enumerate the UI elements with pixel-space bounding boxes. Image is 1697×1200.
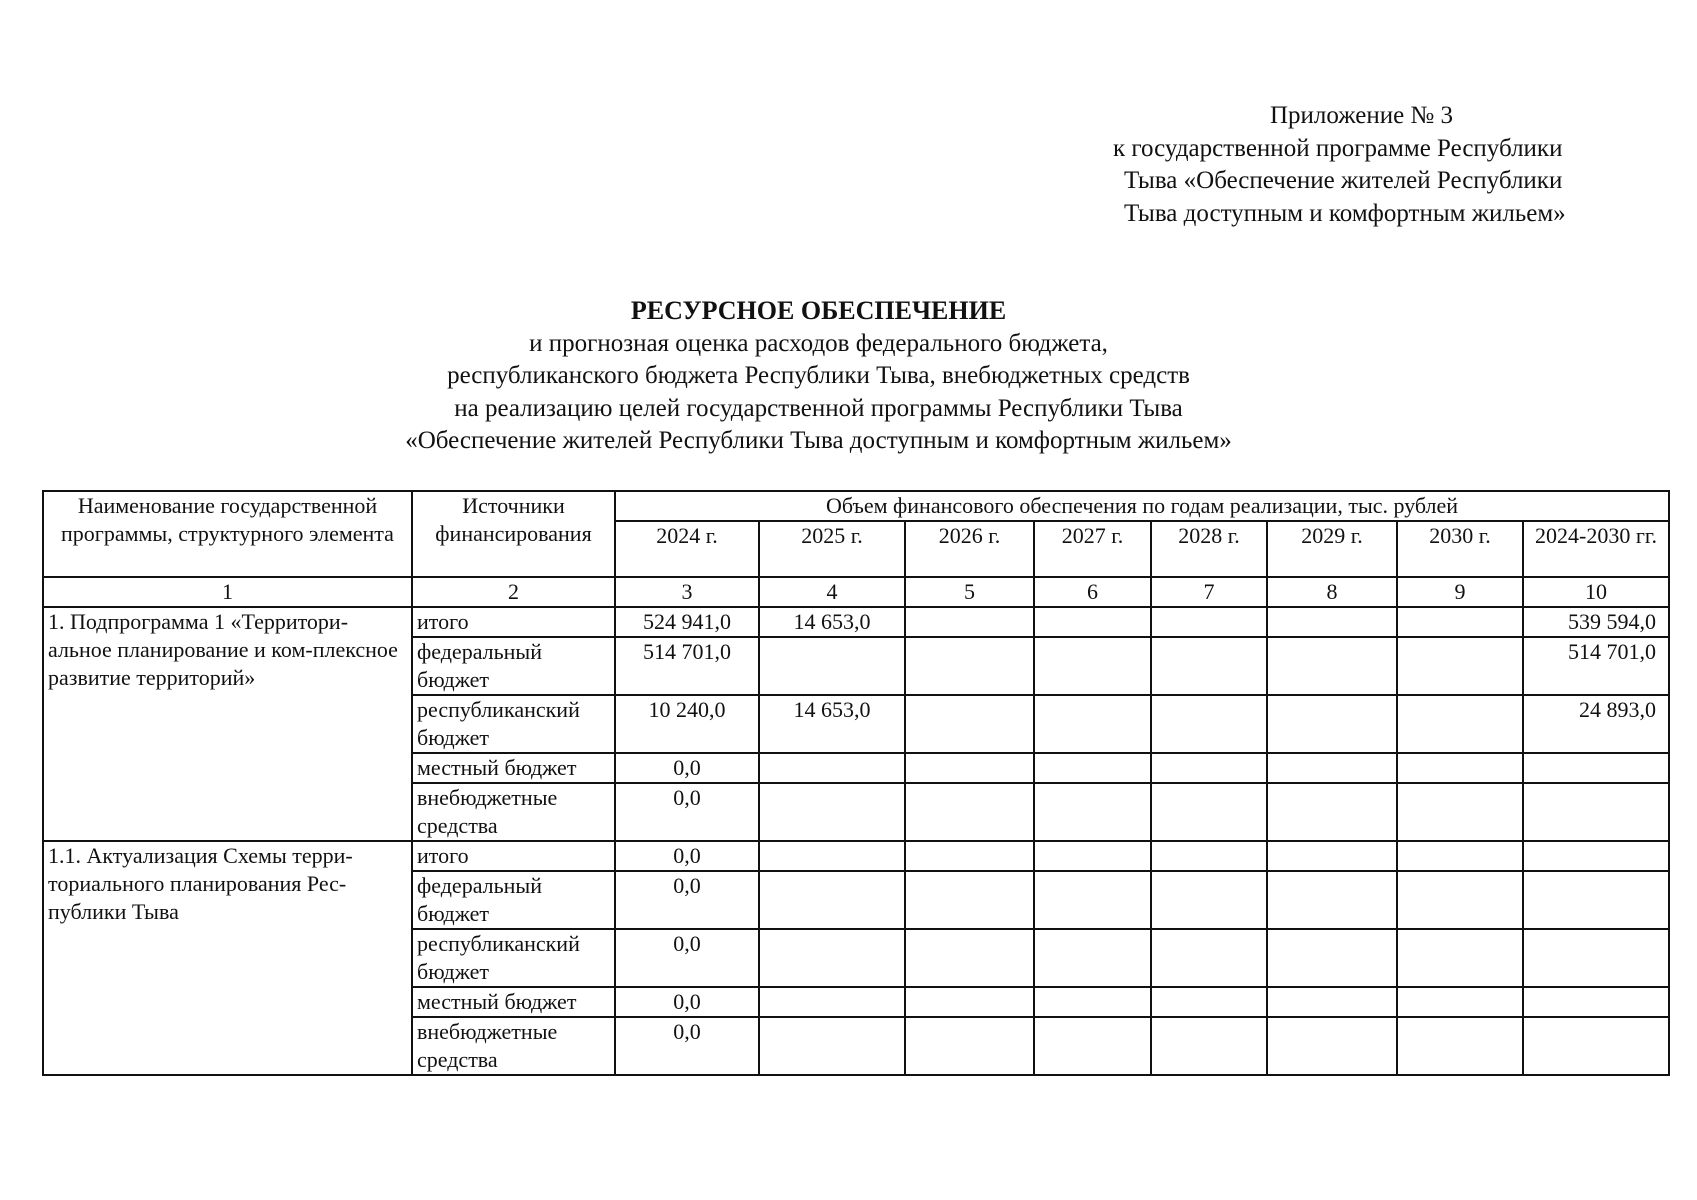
amount-cell: [1523, 783, 1669, 841]
header-year: 2029 г.: [1267, 521, 1397, 577]
amount-cell: [759, 871, 905, 929]
title-line: на реализацию целей государственной программы Республики Тыва: [454, 394, 1183, 422]
amount-cell: 0,0: [615, 841, 759, 871]
amount-cell: [1397, 1017, 1523, 1075]
amount-cell: [759, 783, 905, 841]
program-element-name: 1. Подпрограмма 1 «Территори-альное планирование и ком-плексное развитие территорий»: [43, 607, 412, 841]
column-number: 3: [615, 577, 759, 607]
amount-cell: [1267, 841, 1397, 871]
table-row: [43, 841, 1669, 871]
column-number: 10: [1523, 577, 1669, 607]
amount-cell: 514 701,0: [1523, 637, 1669, 695]
header-year: 2024-2030 гг.: [1523, 521, 1669, 577]
amount-cell: [1151, 607, 1267, 637]
amount-cell: [759, 841, 905, 871]
title-line: республиканского бюджета Республики Тыва, внебюджетных средств: [447, 362, 1190, 389]
funding-source: республиканский бюджет: [412, 695, 615, 753]
header-year: 2027 г.: [1034, 521, 1151, 577]
funding-source: итого: [412, 607, 615, 637]
amount-cell: [1523, 871, 1669, 929]
amount-cell: [1151, 1017, 1267, 1075]
amount-cell: [1397, 871, 1523, 929]
amount-cell: [1034, 753, 1151, 783]
amount-cell: [905, 987, 1034, 1017]
amount-cell: [1267, 607, 1397, 637]
amount-cell: [1034, 695, 1151, 753]
appendix-line: Тыва «Обеспечение жителей Республики: [1124, 167, 1563, 194]
amount-cell: [1523, 753, 1669, 783]
amount-cell: [1267, 695, 1397, 753]
amount-cell: [905, 607, 1034, 637]
amount-cell: 0,0: [615, 987, 759, 1017]
amount-cell: [1397, 783, 1523, 841]
table-row: [43, 607, 1669, 637]
amount-cell: [1034, 871, 1151, 929]
amount-cell: [1397, 841, 1523, 871]
amount-cell: [1267, 783, 1397, 841]
header-year: 2028 г.: [1151, 521, 1267, 577]
amount-cell: [1151, 929, 1267, 987]
amount-cell: [1397, 987, 1523, 1017]
funding-source: местный бюджет: [412, 987, 615, 1017]
header-year: 2025 г.: [759, 521, 905, 577]
title-main: РЕСУРСНОЕ ОБЕСПЕЧЕНИЕ: [630, 296, 1007, 325]
amount-cell: 539 594,0: [1523, 607, 1669, 637]
amount-cell: [1267, 637, 1397, 695]
amount-cell: [1151, 695, 1267, 753]
amount-cell: [1151, 637, 1267, 695]
amount-cell: [1523, 841, 1669, 871]
header-volume-col: Объем финансового обеспечения по годам реализации, тыс. рублей: [615, 491, 1669, 521]
amount-cell: [905, 695, 1034, 753]
column-number: 6: [1034, 577, 1151, 607]
funding-source: внебюджетные средства: [412, 1017, 615, 1075]
amount-cell: [1267, 871, 1397, 929]
amount-cell: [905, 871, 1034, 929]
column-number: 1: [43, 577, 412, 607]
amount-cell: [1151, 871, 1267, 929]
amount-cell: [1523, 929, 1669, 987]
header-year: 2024 г.: [615, 521, 759, 577]
document-title: [0, 295, 1697, 458]
amount-cell: [905, 753, 1034, 783]
amount-cell: [1034, 1017, 1151, 1075]
amount-cell: [1034, 987, 1151, 1017]
amount-cell: [1397, 637, 1523, 695]
header-name-col: Наименование государственной программы, структурного элемента: [43, 491, 412, 577]
funding-source: местный бюджет: [412, 753, 615, 783]
column-number: 4: [759, 577, 905, 607]
amount-cell: 14 653,0: [759, 695, 905, 753]
header-year: 2026 г.: [905, 521, 1034, 577]
appendix-note: [1040, 100, 1680, 230]
amount-cell: [1397, 929, 1523, 987]
appendix-line: Приложение № 3: [1270, 102, 1454, 129]
program-element-name: 1.1. Актуализация Схемы терри-ториального планирования Рес-публики Тыва: [43, 841, 412, 1075]
funding-source: федеральный бюджет: [412, 871, 615, 929]
amount-cell: [905, 929, 1034, 987]
title-line: и прогнозная оценка расходов федерального бюджета,: [529, 329, 1108, 357]
funding-source: итого: [412, 841, 615, 871]
amount-cell: 0,0: [615, 783, 759, 841]
amount-cell: [759, 637, 905, 695]
funding-source: внебюджетные средства: [412, 783, 615, 841]
amount-cell: 0,0: [615, 929, 759, 987]
amount-cell: [1267, 987, 1397, 1017]
amount-cell: 24 893,0: [1523, 695, 1669, 753]
financing-table: [42, 490, 1670, 1076]
amount-cell: [905, 1017, 1034, 1075]
column-number: 9: [1397, 577, 1523, 607]
appendix-line: к государственной программе Республики: [1113, 134, 1563, 162]
amount-cell: 10 240,0: [615, 695, 759, 753]
amount-cell: [1034, 637, 1151, 695]
amount-cell: [1034, 929, 1151, 987]
amount-cell: [1267, 753, 1397, 783]
amount-cell: [1151, 783, 1267, 841]
amount-cell: [905, 637, 1034, 695]
column-number-row: [43, 577, 1669, 607]
amount-cell: 514 701,0: [615, 637, 759, 695]
amount-cell: [1151, 841, 1267, 871]
amount-cell: 0,0: [615, 753, 759, 783]
amount-cell: [1397, 753, 1523, 783]
amount-cell: [1267, 1017, 1397, 1075]
amount-cell: [1034, 841, 1151, 871]
amount-cell: 0,0: [615, 1017, 759, 1075]
amount-cell: [905, 841, 1034, 871]
funding-source: республиканский бюджет: [412, 929, 615, 987]
amount-cell: [1397, 607, 1523, 637]
amount-cell: [759, 1017, 905, 1075]
amount-cell: [759, 929, 905, 987]
column-number: 5: [905, 577, 1034, 607]
amount-cell: [759, 987, 905, 1017]
amount-cell: 0,0: [615, 871, 759, 929]
funding-source: федеральный бюджет: [412, 637, 615, 695]
amount-cell: [1034, 607, 1151, 637]
header-year: 2030 г.: [1397, 521, 1523, 577]
amount-cell: [1034, 783, 1151, 841]
header-source-col: Источники финансирования: [412, 491, 615, 577]
amount-cell: 14 653,0: [759, 607, 905, 637]
amount-cell: [1151, 987, 1267, 1017]
column-number: 2: [412, 577, 615, 607]
amount-cell: [759, 753, 905, 783]
column-number: 8: [1267, 577, 1397, 607]
amount-cell: [1523, 987, 1669, 1017]
amount-cell: 524 941,0: [615, 607, 759, 637]
column-number: 7: [1151, 577, 1267, 607]
amount-cell: [1267, 929, 1397, 987]
title-line: «Обеспечение жителей Республики Тыва доступным и комфортным жильем»: [405, 427, 1232, 454]
amount-cell: [1151, 753, 1267, 783]
amount-cell: [1523, 1017, 1669, 1075]
amount-cell: [1397, 695, 1523, 753]
amount-cell: [905, 783, 1034, 841]
appendix-line: Тыва доступным и комфортным жильем»: [1124, 199, 1566, 227]
